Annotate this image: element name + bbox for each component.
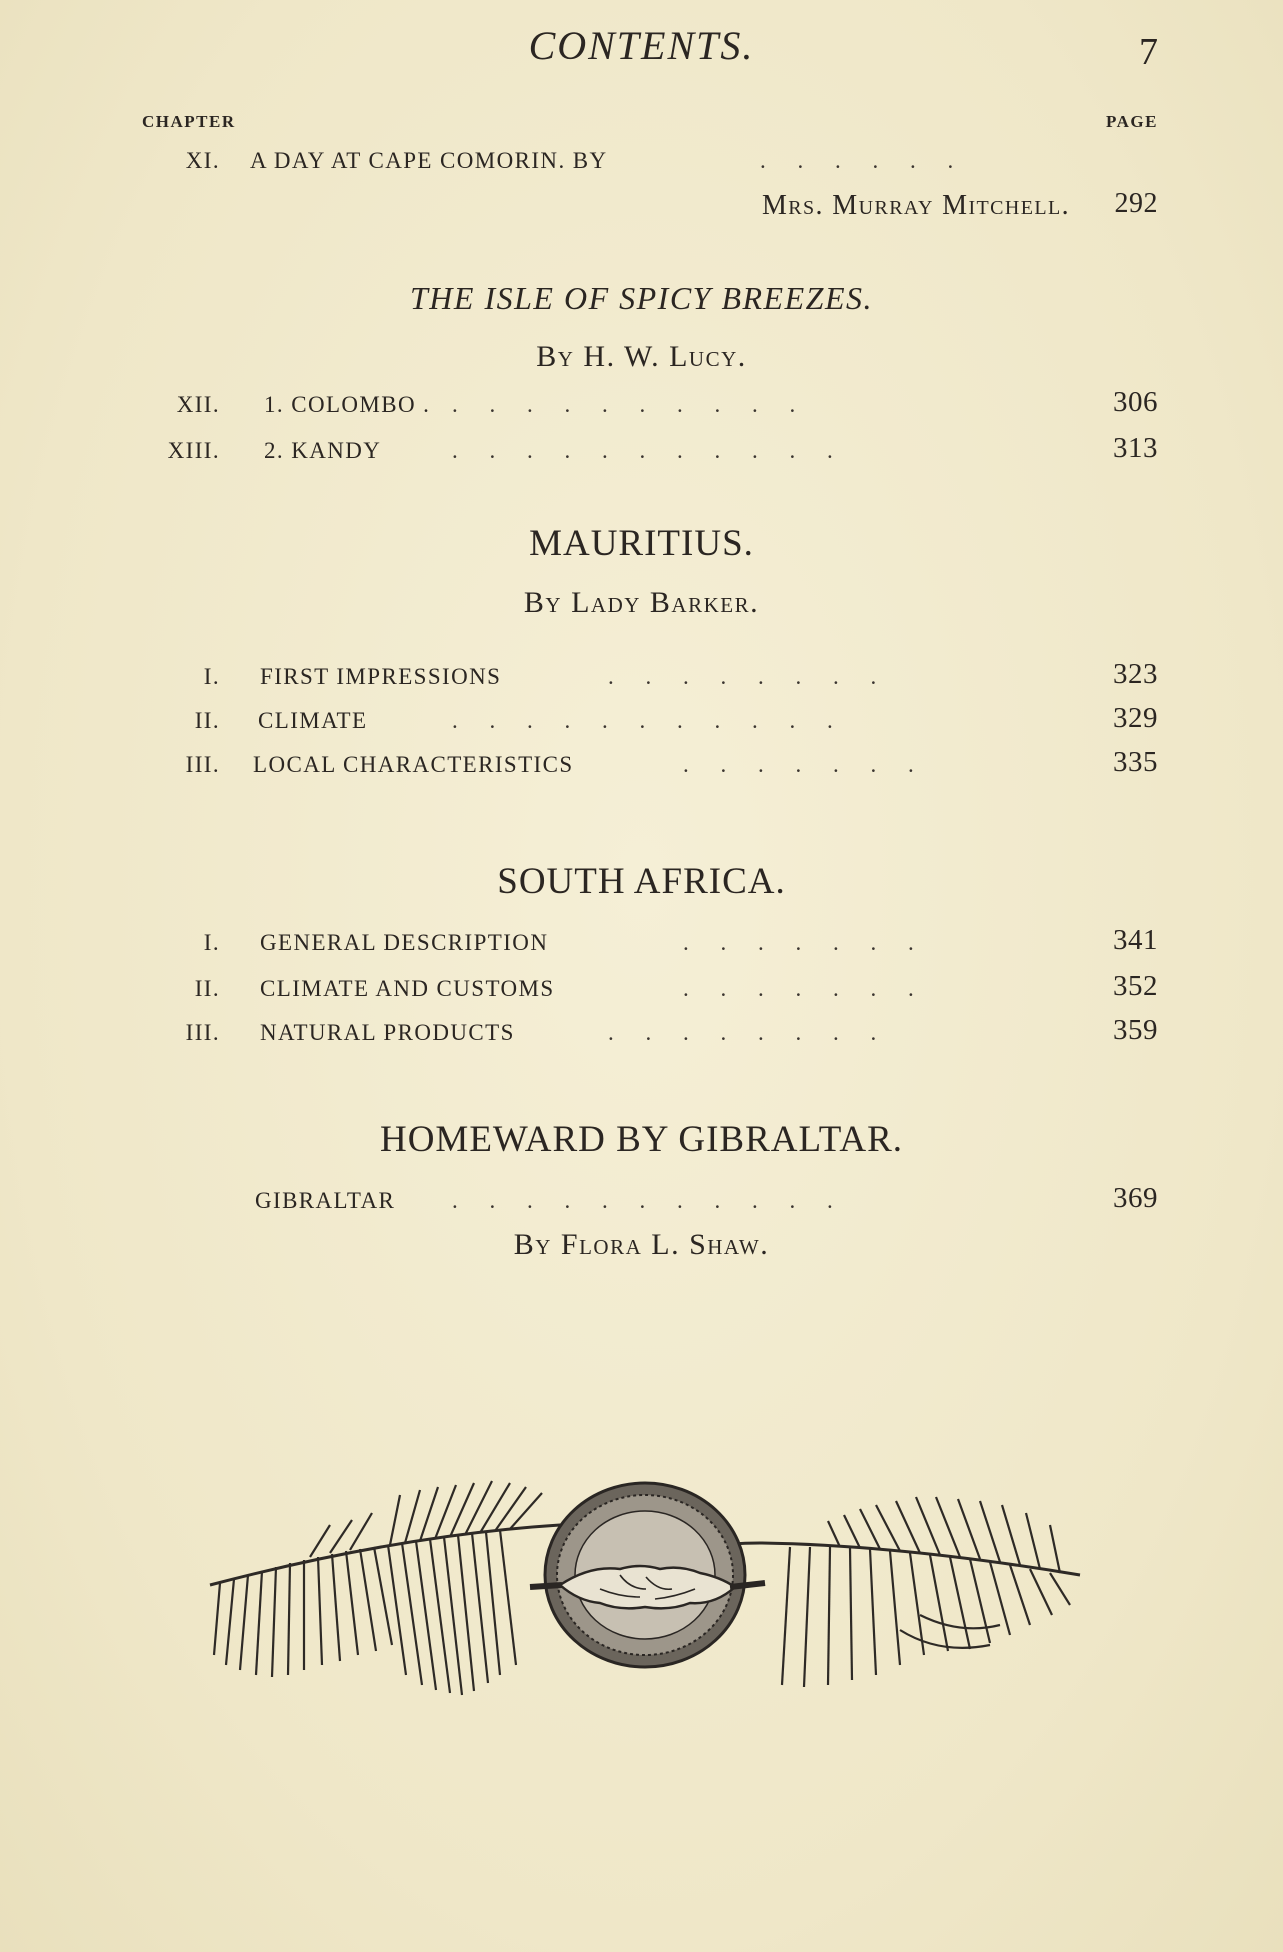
chapter-number: III. xyxy=(185,1020,220,1045)
toc-entry[interactable] xyxy=(160,702,1158,748)
toc-entry-continuation xyxy=(160,190,1158,230)
chapter-number: XI. xyxy=(185,148,220,173)
entry-title: 1. COLOMBO . xyxy=(264,392,431,417)
toc-entry[interactable] xyxy=(160,1014,1158,1060)
chapter-number: I. xyxy=(203,664,220,689)
leader-dots: . . . . . . . xyxy=(683,930,927,955)
section-title: SOUTH AFRICA. xyxy=(497,861,786,902)
page-number: 7 xyxy=(1139,31,1158,73)
entry-title: CLIMATE xyxy=(258,708,368,733)
section-byline: By Flora L. Shaw. xyxy=(513,1228,770,1261)
page-ref: 341 xyxy=(1113,924,1158,956)
entry-title: CLIMATE AND CUSTOMS xyxy=(260,976,555,1001)
leader-dots: . . . . . . xyxy=(760,148,967,173)
chapter-number: II. xyxy=(194,976,220,1001)
page-ref: 369 xyxy=(1113,1182,1158,1214)
leader-dots: . . . . . . . . xyxy=(608,664,890,689)
entry-title: FIRST IMPRESSIONS xyxy=(260,664,502,689)
section-title: MAURITIUS. xyxy=(529,523,754,564)
chapter-number: I. xyxy=(203,930,220,955)
toc-entry[interactable] xyxy=(160,386,1158,432)
leader-dots: . . . . . . . . . . . xyxy=(452,438,846,463)
entry-title: LOCAL CHARACTERISTICS xyxy=(253,752,574,777)
running-head: CONTENTS. xyxy=(528,23,755,68)
toc-entry[interactable] xyxy=(160,1182,1158,1228)
page-ref: 352 xyxy=(1113,970,1158,1002)
chapter-column-label: CHAPTER xyxy=(142,112,236,131)
entry-author: Mrs. Murray Mitchell. xyxy=(761,190,1070,221)
leader-dots: . . . . . . . . . . . xyxy=(452,1188,846,1213)
page-ref: 359 xyxy=(1113,1014,1158,1046)
chapter-number: II. xyxy=(194,708,220,733)
chapter-number: III. xyxy=(185,752,220,777)
palm-frond-handshake-ornament xyxy=(200,1465,1090,1705)
page-column-label: PAGE xyxy=(1106,112,1158,131)
entry-title: NATURAL PRODUCTS xyxy=(260,1020,515,1045)
leader-dots: . . . . . . . . . . xyxy=(452,392,809,417)
leader-dots: . . . . . . . . . . . xyxy=(452,708,846,733)
section-byline: By H. W. Lucy. xyxy=(536,340,747,373)
page-ref: 335 xyxy=(1113,746,1158,778)
leader-dots: . . . . . . . xyxy=(683,752,927,777)
page-ref: 306 xyxy=(1113,386,1158,418)
entry-title: GIBRALTAR xyxy=(255,1188,396,1213)
chapter-number: XII. xyxy=(176,392,220,417)
toc-entry[interactable] xyxy=(160,924,1158,970)
page-ref: 292 xyxy=(1114,188,1158,219)
page-ref: 313 xyxy=(1113,432,1158,464)
leader-dots: . . . . . . . xyxy=(683,976,927,1001)
entry-title: 2. KANDY xyxy=(264,438,382,463)
toc-entry[interactable] xyxy=(160,658,1158,704)
toc-entry[interactable] xyxy=(160,746,1158,792)
section-title: THE ISLE OF SPICY BREEZES. xyxy=(410,280,873,316)
page-ref: 329 xyxy=(1113,702,1158,734)
toc-entry[interactable] xyxy=(160,148,1158,188)
page-ref: 323 xyxy=(1113,658,1158,690)
section-byline: By Lady Barker. xyxy=(523,586,760,619)
leader-dots: . . . . . . . . xyxy=(608,1020,890,1045)
section-title: HOMEWARD BY GIBRALTAR. xyxy=(379,1119,904,1160)
toc-entry[interactable] xyxy=(160,970,1158,1016)
chapter-number: XIII. xyxy=(167,438,220,463)
entry-title: A DAY AT CAPE COMORIN. BY xyxy=(250,148,608,173)
entry-title: GENERAL DESCRIPTION xyxy=(260,930,549,955)
toc-entry[interactable] xyxy=(160,432,1158,478)
